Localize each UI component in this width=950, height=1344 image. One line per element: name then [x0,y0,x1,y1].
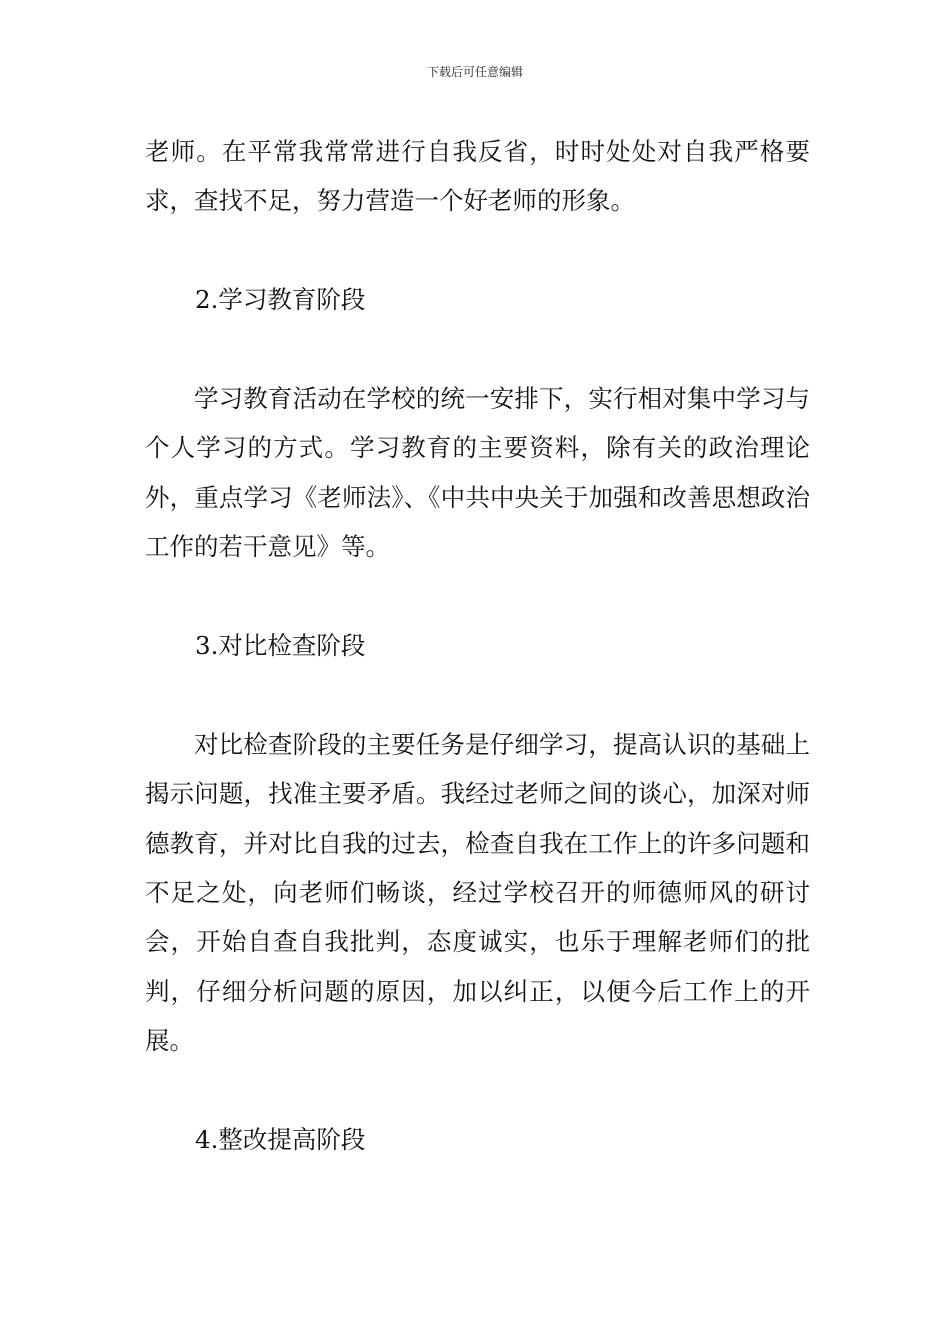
paragraph-intro: 老师。在平常我常常进行自我反省，时时处处对自我严格要求，查找不足，努力营造一个好老师的形象。 [145,137,810,216]
section-heading-3: 3.对比检查阶段 [195,631,366,661]
paragraph-gap [145,325,810,374]
paragraph-section-2: 学习教育活动在学校的统一安排下，实行相对集中学习与个人学习的方式。学习教育的主要资料，除有关的政治理论外，重点学习《老师法》、《中共中央关于加强和改善思想政治工作的若干意见》等。 [145,384,810,562]
paragraph-gap [145,1066,810,1115]
paragraph-gap [145,670,810,719]
section-heading-2: 2.学习教育阶段 [195,285,366,315]
document-body [145,127,810,1164]
paragraph-section-3: 对比检查阶段的主要任务是仔细学习，提高认识的基础上揭示问题，找准主要矛盾。我经过老师之间的谈心，加深对师德教育，并对比自我的过去，检查自我在工作上的许多问题和不足之处，向老师们畅谈，经过学校召开的师德师风的研讨会，开始自查自我批判，态度诚实，也乐于理解老师们的批判，仔细分析问题的原因，加以纠正，以便今后工作上的开展。 [145,729,810,1056]
page-header: 下载后可任意编辑 [426,65,523,79]
paragraph-gap [145,226,810,275]
section-heading-4: 4.整改提高阶段 [195,1125,366,1155]
paragraph-gap [145,572,810,621]
